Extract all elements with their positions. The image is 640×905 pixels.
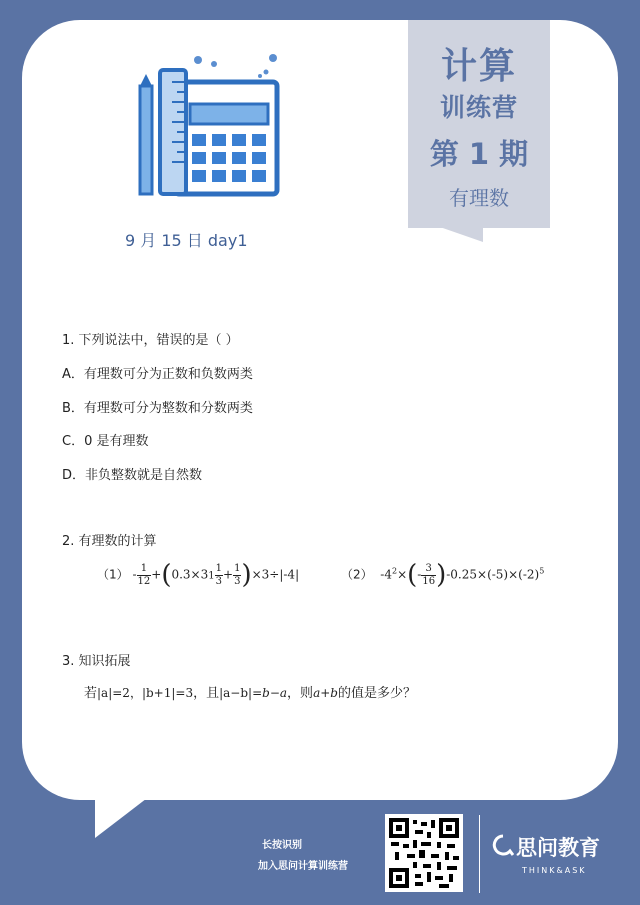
q3-text-b: ，且 bbox=[193, 686, 220, 701]
q1-option-b: B．有理数可分为整数和分数两类 bbox=[62, 401, 253, 416]
date-label: 9 月 15 日 day1 bbox=[125, 231, 248, 250]
topic-label: 有理数 bbox=[449, 186, 509, 210]
tab-tail bbox=[437, 226, 483, 242]
q2-part2-label: （2） bbox=[341, 567, 373, 582]
footer-divider bbox=[479, 815, 480, 893]
issue-number: 第 1 期 bbox=[429, 137, 529, 171]
q3-body: 若|a|=2，|b+1|=3，且|a−b|=b−a，则a+b的值是多少？ bbox=[84, 686, 416, 701]
question-3-stem: 3. 知识拓展 bbox=[62, 654, 131, 669]
question-2-stem: 2. 有理数的计算 bbox=[62, 534, 157, 549]
q2-formula-1: （1） - $\frac{1}{12}$ +(0.3×31 $\frac{1}{3}$ + $\frac{1}{3}$ )×3÷|-4| bbox=[97, 560, 300, 590]
scan-prompt-line1: 长按识别 bbox=[262, 840, 302, 851]
title-line2: 训练营 bbox=[439, 93, 518, 122]
question-1-stem: 1. 下列说法中，错误的是（ ） bbox=[62, 333, 239, 348]
q1-option-a: A．有理数可分为正数和负数两类 bbox=[62, 367, 253, 382]
qr-code[interactable] bbox=[385, 814, 463, 892]
brand-subtitle: THINK&ASK bbox=[522, 866, 587, 875]
q2-formula-2: （2） $-4^2\times(-$ $\frac{3}{16}$ )$-0.25\times(-5)\times(-2)^5$ bbox=[341, 560, 545, 590]
scan-prompt-line2: 加入思问计算训练营 bbox=[258, 861, 348, 872]
q1-option-d: D．非负整数就是自然数 bbox=[62, 468, 203, 483]
brand-name: 思问教育 bbox=[516, 836, 600, 860]
q1-option-c: C．0 是有理数 bbox=[62, 434, 149, 449]
calculator-ruler-icon bbox=[132, 52, 282, 202]
title-tab bbox=[408, 20, 550, 228]
brand-logo-icon bbox=[492, 834, 514, 858]
q2-part1-label: （1） bbox=[97, 567, 129, 582]
q3-text-c: ，则 bbox=[287, 686, 314, 701]
q3-text-a: 若 bbox=[84, 686, 98, 701]
q3-text-d: 的值是多少？ bbox=[337, 686, 416, 701]
title-line1: 计算 bbox=[440, 46, 517, 87]
card-tail bbox=[95, 792, 155, 838]
